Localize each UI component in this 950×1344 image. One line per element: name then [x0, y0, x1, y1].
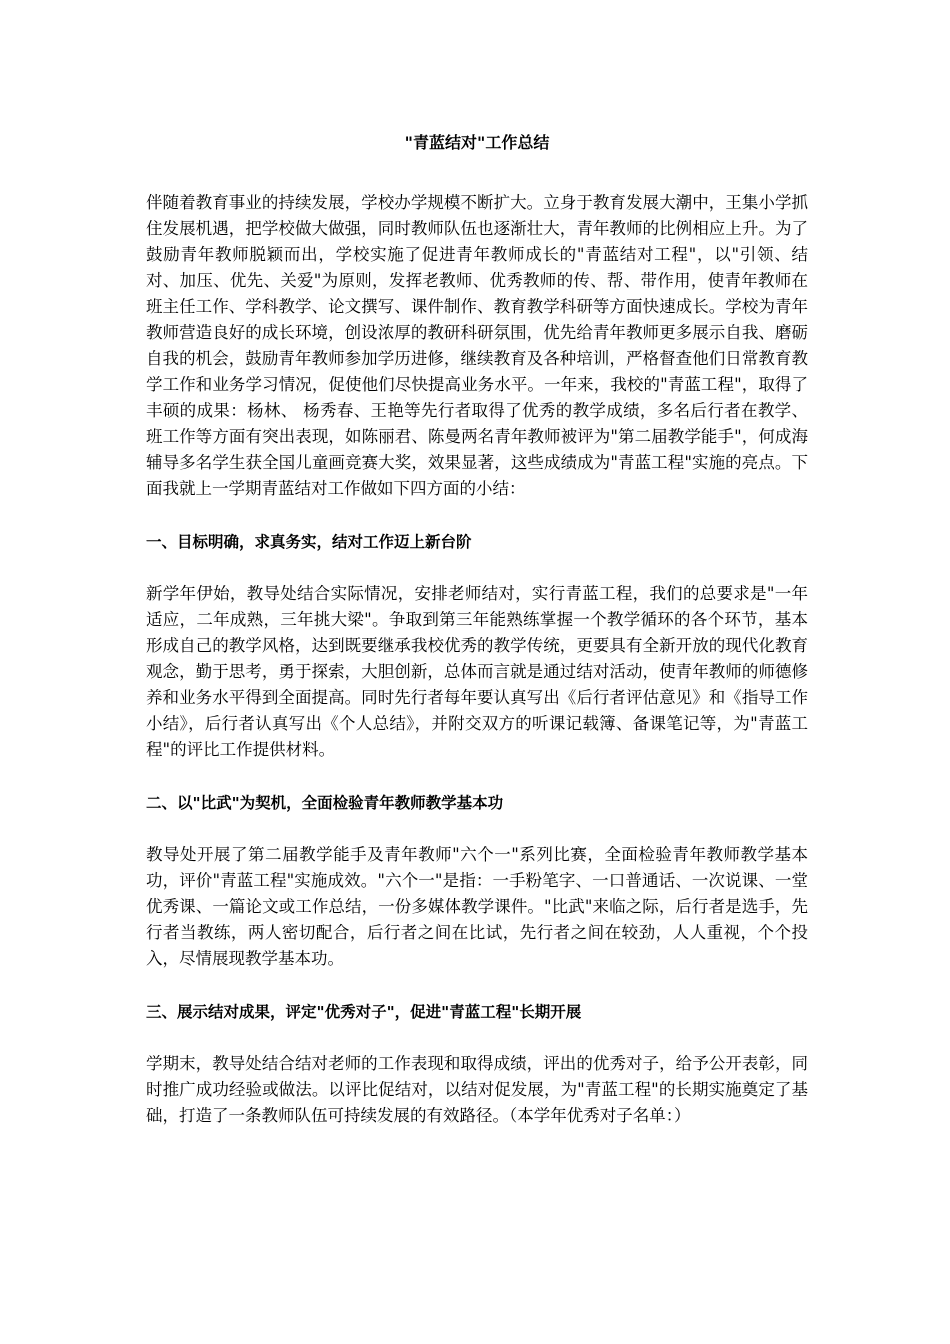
document-title: "青蓝结对"工作总结 [404, 133, 550, 152]
spacer [146, 555, 808, 581]
spacer [146, 816, 808, 842]
section-3-heading: 三、展示结对成果，评定"优秀对子"，促进"青蓝工程"长期开展 [146, 1003, 582, 1021]
section-2-heading: 二、以"比武"为契机，全面检验青年教师教学基本功 [146, 794, 504, 812]
spacer [146, 1025, 808, 1051]
section-1-heading: 一、目标明确，求真务实，结对工作迈上新台阶 [146, 533, 472, 551]
spacer [146, 502, 808, 529]
section-3-body: 学期末，教导处结合结对老师的工作表现和取得成绩，评出的优秀对子，给予公开表彰，同时推广成功经验或做法。以评比促结对，以结对促发展，为"青蓝工程"的长期实施奠定了基础，打造了一条教师队伍可持续发展的有效路径。（本学年优秀对子名单：） [146, 1054, 808, 1125]
section-2-body: 教导处开展了第二届教学能手及青年教师"六个一"系列比赛，全面检验青年教师教学基本功，评价"青蓝工程"实施成效。"六个一"是指：一手粉笔字、一口普通话、一次说课、一堂优秀课、一篇论文或工作总结，一份多媒体教学课件。"比武"来临之际，后行者是选手，先行者当教练，两人密切配合，后行者之间在比试，先行者之间在较劲，人人重视，个个投入，尽情展现教学基本功。 [146, 845, 808, 968]
document-page [146, 118, 808, 1129]
spacer [146, 763, 808, 790]
spacer [146, 972, 808, 999]
section-1-body: 新学年伊始，教导处结合实际情况，安排老师结对，实行青蓝工程，我们的总要求是"一年适应，二年成熟，三年挑大梁"。争取到第三年能熟练掌握一个教学循环的各个环节，基本形成自己的教学风格，达到既要继承我校优秀的教学传统，更要具有全新开放的现代化教育观念，勤于思考，勇于探索，大胆创新，总体而言就是通过结对活动，使青年教师的师德修养和业务水平得到全面提高。同时先行者每年要认真写出《后行者评估意见》和《指导工作小结》，后行者认真写出《个人总结》，并附交双方的听课记载簿、备课笔记等，为"青蓝工程"的评比工作提供材料。 [146, 584, 808, 759]
intro-paragraph: 伴随着教育事业的持续发展，学校办学规模不断扩大。立身于教育发展大潮中，王集小学抓住发展机遇，把学校做大做强，同时教师队伍也逐渐壮大，青年教师的比例相应上升。为了鼓励青年教师脱颖而出，学校实施了促进青年教师成长的"青蓝结对工程"，以"引领、结对、加压、优先、关爱"为原则，发挥老教师、优秀教师的传、帮、带作用，使青年教师在班主任工作、学科教学、论文撰写、课件制作、教育教学科研等方面快速成长。学校为青年教师营造良好的成长环境，创设浓厚的教研科研氛围，优先给青年教师更多展示自我、磨砺自我的机会，鼓励青年教师参加学历进修，继续教育及各种培训，严格督查他们日常教育教学工作和业务学习情况，促使他们尽快提高业务水平。一年来，我校的"青蓝工程"，取得了丰硕的成果：杨林、 杨秀春、王艳等先行者取得了优秀的教学成绩，多名后行者在教学、班工作等方面有突出表现，如陈丽君、陈曼两名青年教师被评为"第二届教学能手"，何成海辅导多名学生获全国儿童画竞赛大奖，效果显著，这些成绩成为"青蓝工程"实施的亮点。下面我就上一学期青蓝结对工作做如下四方面的小结： [146, 193, 808, 498]
